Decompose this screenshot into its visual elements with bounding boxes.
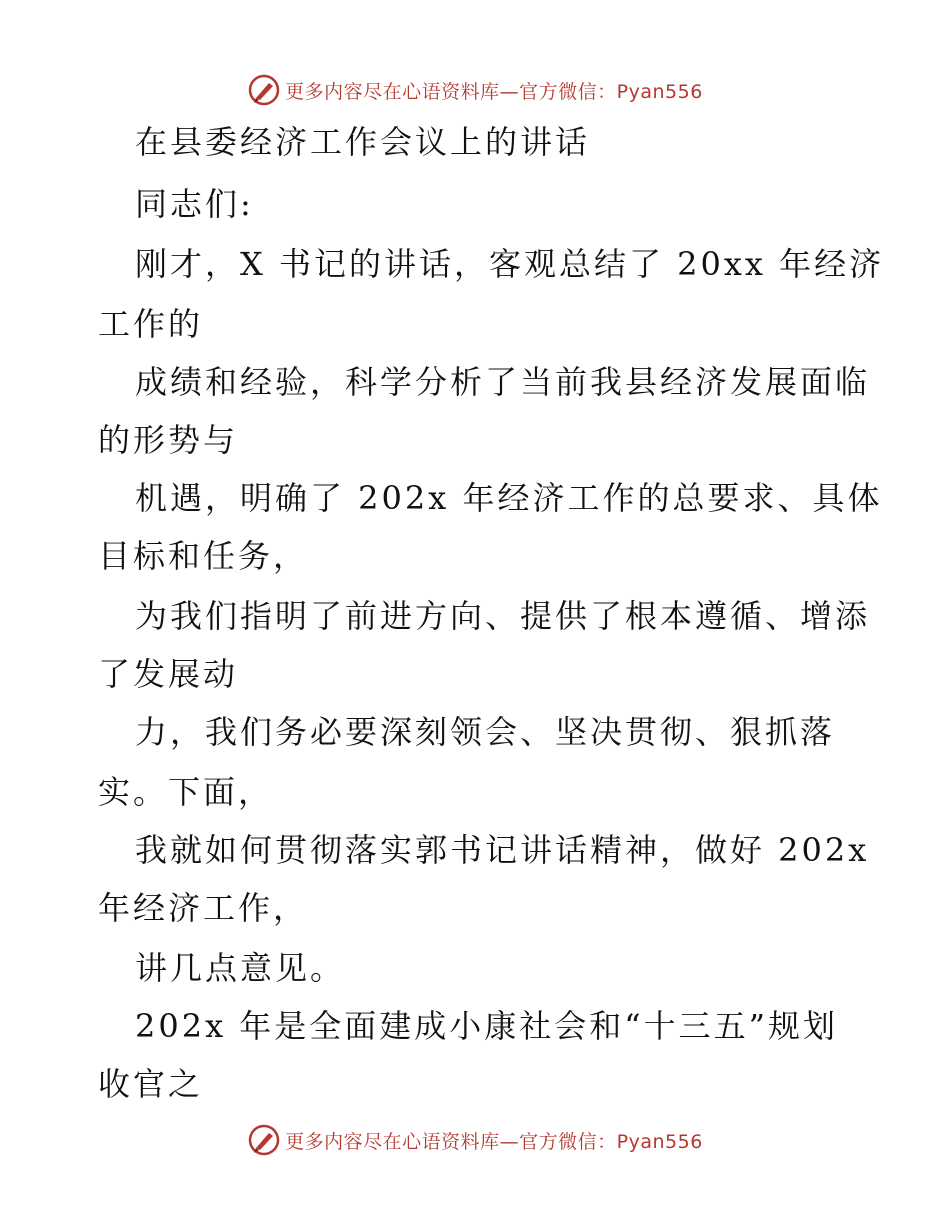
paragraph-line: 202x 年是全面建成小康社会和“十三五”规划 [135, 1007, 839, 1045]
paragraph-line: 刚才，X 书记的讲话，客观总结了 20xx 年经济 [135, 245, 885, 283]
pen-logo-icon [247, 73, 281, 107]
paragraph-line: 成绩和经验，科学分析了当前我县经济发展面临 [135, 363, 871, 401]
footer-banner [0, 1120, 950, 1160]
header-banner [0, 70, 950, 110]
paragraph-line: 讲几点意见。 [135, 949, 346, 987]
greeting: 同志们: [135, 185, 254, 223]
paragraph-line: 年经济工作， [98, 889, 309, 927]
paragraph-line: 了发展动 [98, 655, 239, 693]
paragraph-line: 机遇，明确了 202x 年经济工作的总要求、具体 [135, 479, 883, 517]
paragraph-line: 的形势与 [98, 421, 239, 459]
paragraph-line: 我就如何贯彻落实郭书记讲话精神，做好 202x [135, 831, 870, 869]
paragraph-line: 收官之 [98, 1065, 204, 1103]
paragraph-line: 工作的 [98, 305, 204, 343]
document-title: 在县委经济工作会议上的讲话 [135, 123, 591, 161]
paragraph-line: 目标和任务， [98, 537, 309, 575]
footer-banner-text: 更多内容尽在心语资料库—官方微信：Pyan556 [285, 1130, 703, 1153]
paragraph-line: 实。下面， [98, 773, 274, 811]
pen-logo-icon [247, 1123, 281, 1157]
header-banner-text: 更多内容尽在心语资料库—官方微信：Pyan556 [285, 80, 703, 103]
paragraph-line: 力，我们务必要深刻领会、坚决贯彻、狠抓落 [135, 713, 836, 751]
paragraph-line: 为我们指明了前进方向、提供了根本遵循、增添 [135, 597, 871, 635]
